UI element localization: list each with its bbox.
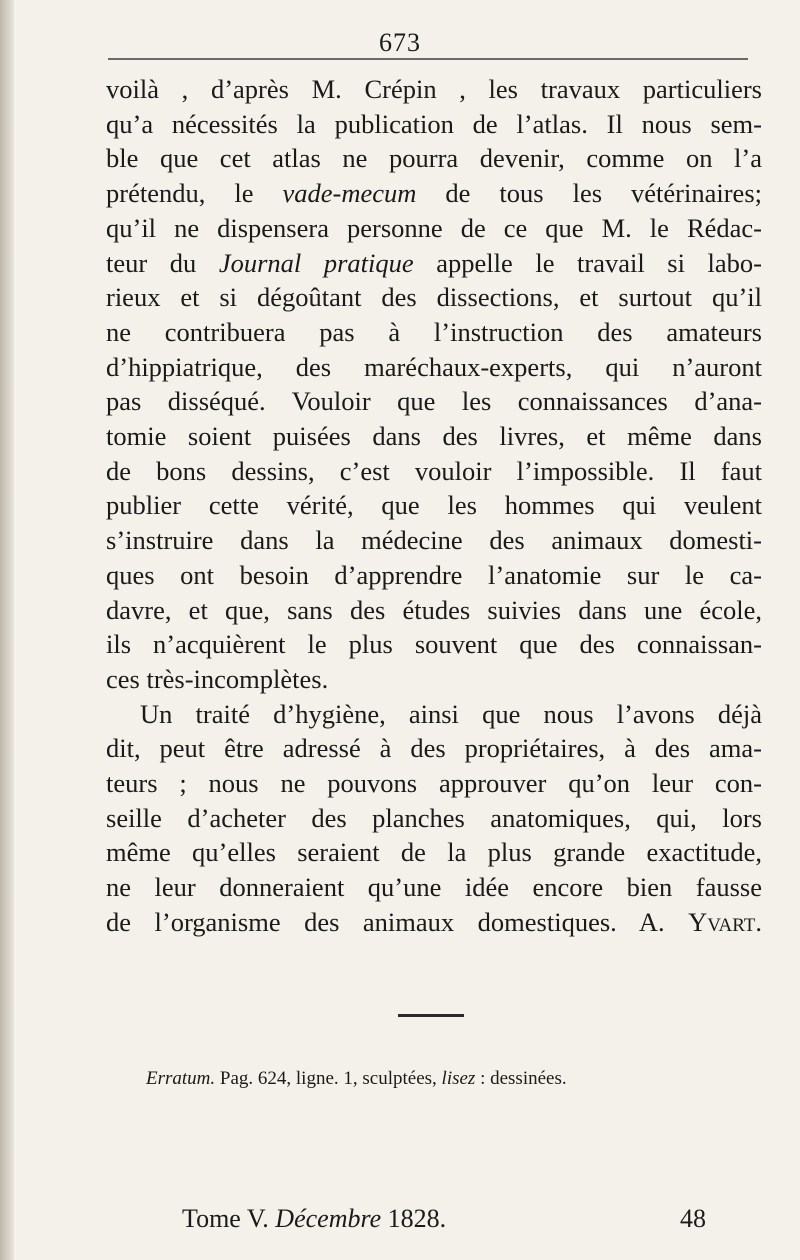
text-line: ils n’acquièrent le plus souvent que des connaissan-: [106, 629, 762, 660]
text-line: pas disséqué. Vouloir que les connaissances d’ana-: [106, 386, 762, 417]
italic-journal-title: Journal pratique: [218, 247, 414, 278]
text-line: ces très-incomplètes.: [106, 663, 329, 694]
text-line: tomie soient puisées dans des livres, et même dans: [106, 421, 762, 452]
erratum-note: [146, 1068, 746, 1090]
text-line: [106, 176, 762, 211]
text-line: publier cette vérité, que les hommes qui veulent: [106, 490, 762, 521]
text-segment: de l’organisme des animaux domestiques.: [106, 906, 617, 937]
text-segment: de tous les vétérinaires;: [416, 178, 762, 209]
page-footer: [0, 1204, 800, 1244]
footnote-rule: [398, 1014, 464, 1017]
page-gutter-shadow: [0, 0, 14, 1260]
italic-term-vade-mecum: vade-mecum: [282, 178, 417, 209]
text-line: dit, peut être adressé à des propriétaires, à des ama-: [106, 733, 762, 764]
text-line: qu’a nécessités la publication de l’atlas. Il nous sem-: [106, 108, 762, 139]
text-line: [106, 905, 762, 940]
text-line: qu’il ne dispensera personne de ce que M. le Rédac-: [106, 212, 762, 243]
text-line: davre, et que, sans des études suivies dans une école,: [106, 594, 762, 625]
erratum-correction: : dessinées.: [475, 1068, 567, 1089]
year-label: 1828.: [381, 1204, 447, 1233]
page-number: 673: [379, 28, 421, 57]
erratum-lisez: lisez: [441, 1068, 476, 1089]
erratum-text: Pag. 624, ligne. 1, sculptées,: [215, 1068, 442, 1089]
text-segment: teur du: [106, 247, 219, 278]
erratum-label: Erratum.: [146, 1068, 216, 1089]
text-line: [106, 246, 762, 281]
volume-label: Tome V.: [182, 1204, 276, 1233]
text-segment: appelle le travail si labo-: [413, 247, 762, 278]
text-line: voilà , d’après M. Crépin , les travaux particuliers: [106, 74, 762, 104]
body-text: [106, 72, 762, 940]
text-line: teurs ; nous ne pouvons approuver qu’on leur con-: [106, 768, 762, 799]
text-line: ble que cet atlas ne pourra devenir, comme on l’a: [106, 143, 762, 174]
text-line: ques ont besoin d’apprendre l’anatomie sur le ca-: [106, 559, 762, 590]
text-line: seille d’acheter des planches anatomiques, qui, lors: [106, 802, 762, 833]
volume-date: [182, 1204, 446, 1234]
text-segment: prétendu, le: [106, 178, 283, 209]
signature-initial: A.: [638, 906, 665, 937]
month-label: Décembre: [275, 1204, 382, 1233]
text-line: Un traité d’hygiène, ainsi que nous l’avons déjà: [140, 698, 762, 729]
text-line: même qu’elles seraient de la plus grande exactitude,: [106, 837, 762, 868]
text-line: ne leur donneraient qu’une idée encore bien fausse: [106, 872, 762, 903]
header-rule: [108, 58, 748, 60]
author-signature: Yvart.: [688, 906, 763, 937]
signature-mark: 48: [680, 1204, 706, 1233]
text-line: ne contribuera pas à l’instruction des amateurs: [106, 316, 762, 347]
text-line: rieux et si dégoûtant des dissections, et surtout qu’il: [106, 282, 762, 313]
text-line: s’instruire dans la médecine des animaux domesti-: [106, 525, 762, 556]
text-line: de bons dessins, c’est vouloir l’impossible. Il faut: [106, 455, 762, 486]
text-line: d’hippiatrique, des maréchaux-experts, qui n’auront: [106, 351, 762, 382]
